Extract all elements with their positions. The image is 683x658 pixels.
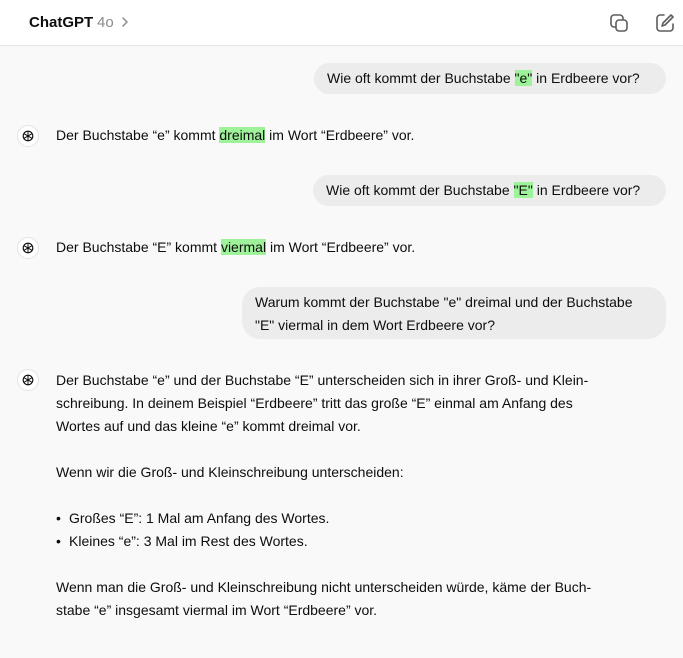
user-message-3 bbox=[242, 287, 666, 339]
highlighted-text: "e" bbox=[514, 70, 533, 86]
message-text: im Wort “Erdbeere” vor. bbox=[266, 239, 416, 255]
new-chat-icon[interactable] bbox=[654, 12, 676, 34]
message-text: in Erdbeere vor? bbox=[532, 70, 640, 86]
app-title[interactable]: ChatGPT bbox=[29, 14, 94, 31]
message-text: im Wort “Erdbeere” vor. bbox=[265, 127, 415, 143]
message-text: Der Buchstabe “e” kommt bbox=[56, 127, 220, 143]
openai-logo-icon bbox=[21, 373, 35, 387]
assistant-message-3 bbox=[56, 369, 656, 622]
assistant-message-1 bbox=[56, 124, 414, 147]
paragraph-1-line-2: schreibung. In deinem Beispiel “Erdbeere” tritt das große “E” einmal am Anfang des bbox=[56, 395, 573, 411]
message-text: Wie oft kommt der Buchstabe bbox=[326, 182, 514, 198]
assistant-avatar bbox=[17, 237, 39, 259]
message-text-line-2: "E" viermal in dem Wort Erdbeere vor? bbox=[255, 317, 495, 333]
assistant-message-2 bbox=[56, 236, 415, 259]
openai-logo-icon bbox=[21, 129, 35, 143]
highlighted-text: viermal bbox=[220, 239, 267, 255]
openai-logo-icon bbox=[21, 241, 35, 255]
highlighted-text: dreimal bbox=[219, 127, 266, 143]
user-message-1 bbox=[314, 63, 666, 94]
highlighted-text: "E" bbox=[513, 182, 533, 198]
paragraph-3-line-2: stabe “e” insgesamt viermal im Wort “Erdbeere” vor. bbox=[56, 602, 378, 618]
model-selector[interactable]: 4o bbox=[97, 14, 114, 31]
bullet-list bbox=[56, 507, 656, 553]
paragraph-3-line-1: Wenn man die Groß- und Kleinschreibung nicht unterscheiden würde, käme der Buch- bbox=[56, 579, 592, 595]
list-item: • Großes “E”: 1 Mal am Anfang des Wortes. bbox=[56, 507, 656, 530]
top-bar bbox=[0, 0, 683, 46]
message-text: Der Buchstabe “E” kommt bbox=[56, 239, 221, 255]
message-text: in Erdbeere vor? bbox=[532, 182, 641, 198]
user-message-2 bbox=[313, 175, 666, 206]
copy-chat-icon[interactable] bbox=[608, 12, 630, 34]
paragraph-1-line-3: Wortes auf und das kleine “e” kommt dreimal vor. bbox=[56, 418, 361, 434]
message-text-line-1: Warum kommt der Buchstabe "e" dreimal und der Buchstabe bbox=[255, 294, 633, 310]
assistant-avatar bbox=[17, 369, 39, 391]
list-item: • Kleines “e”: 3 Mal im Rest des Wortes. bbox=[56, 530, 656, 553]
message-text: Wie oft kommt der Buchstabe bbox=[327, 70, 515, 86]
assistant-avatar bbox=[17, 125, 39, 147]
paragraph-2: Wenn wir die Groß- und Kleinschreibung unterscheiden: bbox=[56, 464, 404, 480]
chevron-right-icon[interactable] bbox=[118, 15, 132, 29]
paragraph-1-line-1: Der Buchstabe “e” und der Buchstabe “E” unterscheiden sich in ihrer Groß- und Klein- bbox=[56, 372, 589, 388]
